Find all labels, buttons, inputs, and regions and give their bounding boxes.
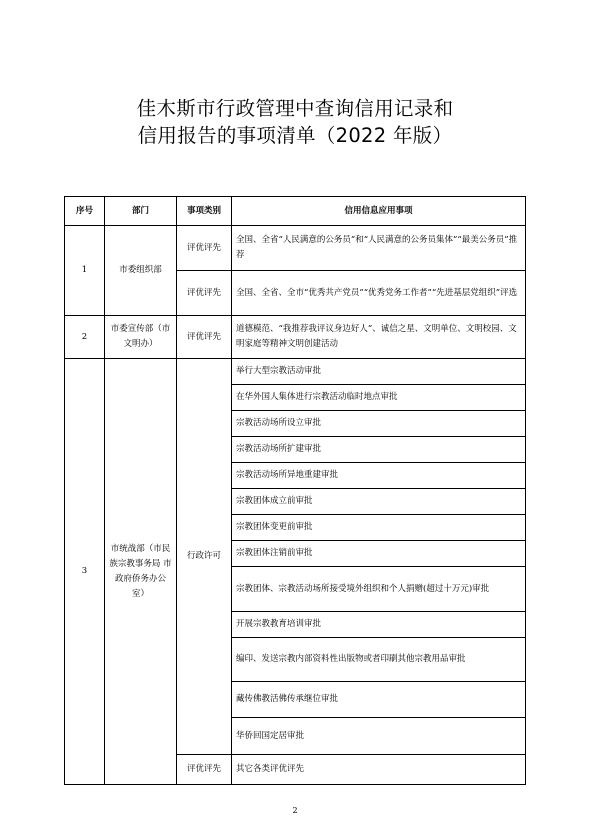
table-row [65, 359, 526, 385]
matter: 举行大型宗教活动审批 [232, 359, 526, 385]
matter: 华侨回国定居审批 [232, 718, 526, 755]
header-no: 序号 [65, 197, 105, 226]
row-number: 2 [65, 316, 105, 359]
matter: 开展宗教教育培训审批 [232, 612, 526, 638]
matter: 藏传佛教活佛传承继位审批 [232, 682, 526, 718]
table-row [65, 316, 526, 359]
department: 市委组织部 [105, 226, 177, 316]
category: 行政许可 [177, 359, 232, 755]
matter: 全国、全省、全市“优秀共产党员”“优秀党务工作者”“先进基层党组织”评选 [232, 271, 526, 316]
document-title-line-1: 佳木斯市行政管理中查询信用记录和 [136, 97, 454, 120]
row-number: 1 [65, 226, 105, 316]
category: 评优评先 [177, 316, 232, 359]
department: 市统战部（市民族宗教事务局 市政府侨务办公室） [105, 359, 177, 785]
header-matter: 信用信息应用事项 [232, 197, 526, 226]
table-row [65, 226, 526, 271]
matter: 全国、全省“人民满意的公务员”和“人民满意的公务员集体”“最美公务员”推荐 [232, 226, 526, 271]
category: 评优评先 [177, 226, 232, 271]
matter: 其它各类评优评先 [232, 755, 526, 785]
matter: 宗教团体变更前审批 [232, 515, 526, 541]
header-category: 事项类别 [177, 197, 232, 226]
matter: 宗教活动场所扩建审批 [232, 437, 526, 463]
page-number: 2 [292, 806, 298, 815]
matter: 在华外国人集体进行宗教活动临时地点审批 [232, 385, 526, 411]
header-dept: 部门 [105, 197, 177, 226]
table-header-row [65, 197, 526, 226]
matter: 道德模范、“我推荐我评议身边好人”、诚信之星、文明单位、文明校园、文明家庭等精神文明创建活动 [232, 316, 526, 359]
matter: 编印、发送宗教内部资料性出版物或者印刷其他宗教用品审批 [232, 638, 526, 682]
matter: 宗教活动场所异地重建审批 [232, 463, 526, 489]
matter: 宗教团体注销前审批 [232, 541, 526, 567]
matter: 宗教团体、宗教活动场所接受境外组织和个人捐赠(超过十万元)审批 [232, 567, 526, 612]
department: 市委宣传部（市文明办） [105, 316, 177, 359]
document-title-line-2: 信用报告的事项清单（2022 年版） [137, 124, 453, 147]
credit-matters-table [64, 196, 526, 785]
row-number: 3 [65, 359, 105, 785]
matter: 宗教团体成立前审批 [232, 489, 526, 515]
category: 评优评先 [177, 271, 232, 316]
category: 评优评先 [177, 755, 232, 785]
matter: 宗教活动场所设立审批 [232, 411, 526, 437]
